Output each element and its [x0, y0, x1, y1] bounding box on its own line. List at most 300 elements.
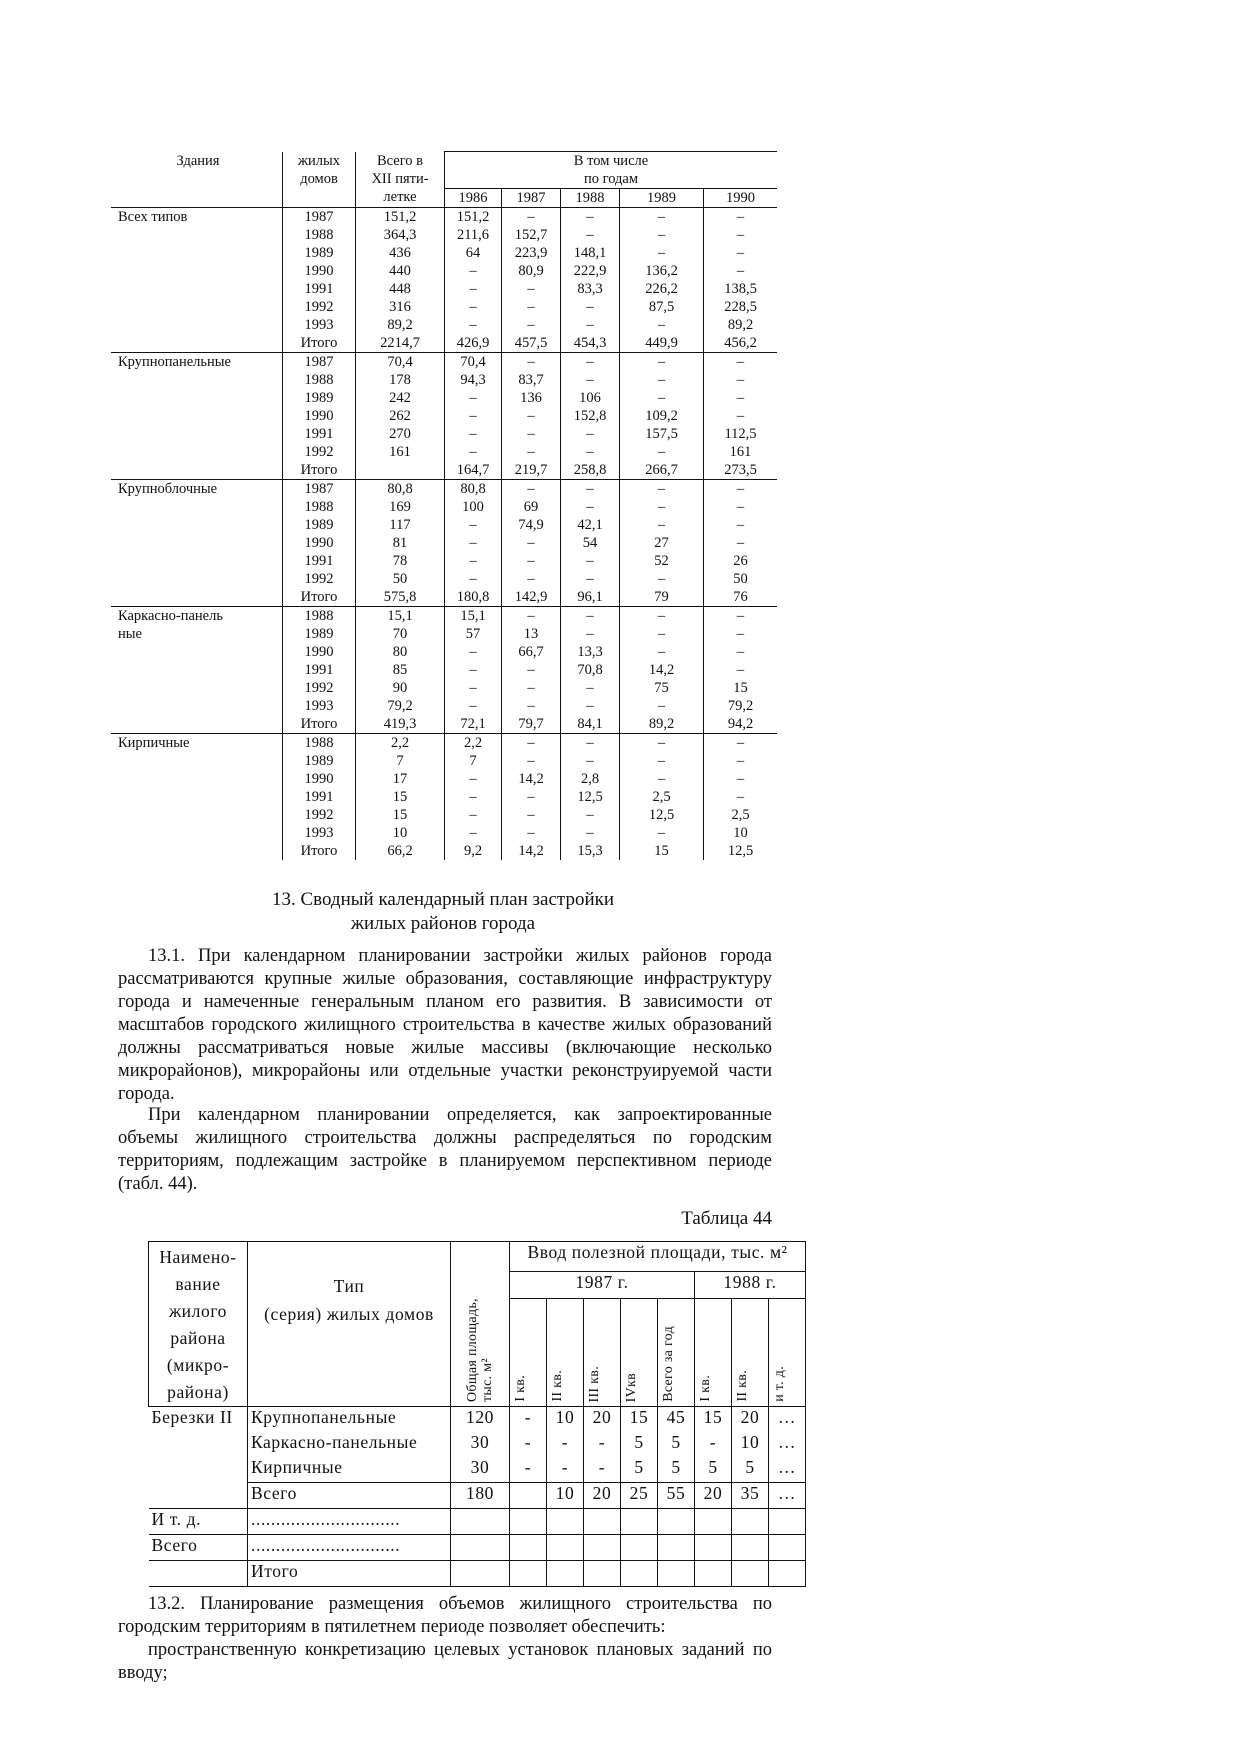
- value-cell: 457,5: [502, 334, 561, 353]
- value-cell: –: [704, 208, 778, 227]
- header-year-1988: 1988: [561, 189, 620, 208]
- year-cell: 1990: [283, 407, 356, 425]
- value-cell: 15: [621, 1407, 658, 1433]
- value-cell: 15: [620, 842, 704, 860]
- value-cell: –: [704, 770, 778, 788]
- total-cell: 270: [356, 425, 445, 443]
- section-heading-line1: 13. Сводный календарный план застройки: [271, 889, 615, 910]
- value-cell: 180,8: [445, 588, 502, 607]
- district-cell: [149, 1561, 248, 1587]
- value-cell: –: [620, 570, 704, 588]
- quarter-header: [732, 1298, 769, 1406]
- value-cell: –: [445, 298, 502, 316]
- building-type-cell: [111, 842, 283, 860]
- value-cell: [547, 1535, 584, 1561]
- value-cell: [695, 1509, 732, 1535]
- total-cell: 419,3: [356, 715, 445, 734]
- value-cell: –: [502, 208, 561, 227]
- header-1987: 1987 г.: [510, 1271, 695, 1298]
- value-cell: –: [561, 316, 620, 334]
- value-cell: –: [561, 353, 620, 372]
- value-cell: –: [561, 697, 620, 715]
- district-cell: [149, 1457, 248, 1483]
- value-cell: 79,7: [502, 715, 561, 734]
- year-cell: Итого: [283, 715, 356, 734]
- building-type-cell: [111, 298, 283, 316]
- value-cell: –: [561, 607, 620, 626]
- value-cell: –: [502, 697, 561, 715]
- value-cell: –: [502, 316, 561, 334]
- total-cell: 50: [356, 570, 445, 588]
- value-cell: –: [502, 298, 561, 316]
- value-cell: [451, 1535, 510, 1561]
- value-cell: –: [561, 625, 620, 643]
- value-cell: –: [561, 752, 620, 770]
- value-cell: –: [561, 570, 620, 588]
- value-cell: –: [620, 824, 704, 842]
- value-cell: –: [704, 480, 778, 499]
- value-cell: 27: [620, 534, 704, 552]
- table-row: [111, 353, 777, 372]
- value-cell: 2,5: [704, 806, 778, 824]
- building-type-cell: [111, 389, 283, 407]
- type-cell: Каркасно-панельные: [248, 1432, 451, 1457]
- value-cell: –: [561, 552, 620, 570]
- value-cell: –: [445, 552, 502, 570]
- table-row: [111, 262, 777, 280]
- value-cell: 69: [502, 498, 561, 516]
- value-cell: –: [704, 498, 778, 516]
- value-cell: -: [584, 1432, 621, 1457]
- value-cell: –: [620, 516, 704, 534]
- value-cell: –: [445, 806, 502, 824]
- value-cell: –: [445, 661, 502, 679]
- value-cell: 55: [658, 1483, 695, 1509]
- type-cell: ..............................: [248, 1535, 451, 1561]
- table-row: [149, 1509, 806, 1535]
- quarter-header: [547, 1298, 584, 1406]
- quarter-header-label: I кв.: [698, 1375, 713, 1402]
- value-cell: [695, 1561, 732, 1587]
- year-cell: 1988: [283, 734, 356, 753]
- total-cell: 15: [356, 806, 445, 824]
- value-cell: 94,2: [704, 715, 778, 734]
- value-cell: –: [445, 770, 502, 788]
- table-row: [111, 480, 777, 499]
- value-cell: 2,5: [620, 788, 704, 806]
- building-type-cell: [111, 770, 283, 788]
- total-cell: 79,2: [356, 697, 445, 715]
- value-cell: 5: [732, 1457, 769, 1483]
- value-cell: 66,7: [502, 643, 561, 661]
- year-cell: 1990: [283, 770, 356, 788]
- header-year-1986: 1986: [445, 189, 502, 208]
- value-cell: 94,3: [445, 371, 502, 389]
- building-type-cell: [111, 516, 283, 534]
- value-cell: 10: [547, 1483, 584, 1509]
- table-row: [111, 607, 777, 626]
- header-1988: 1988 г.: [695, 1271, 806, 1298]
- building-type-cell: [111, 752, 283, 770]
- value-cell: 2,2: [445, 734, 502, 753]
- value-cell: [547, 1561, 584, 1587]
- value-cell: 109,2: [620, 407, 704, 425]
- total-cell: 90: [356, 679, 445, 697]
- total-cell: 80: [356, 643, 445, 661]
- table-row: [111, 334, 777, 353]
- table-row: [149, 1535, 806, 1561]
- value-cell: [547, 1509, 584, 1535]
- table-row: [111, 425, 777, 443]
- table-row: [111, 208, 777, 227]
- building-type-cell: [111, 588, 283, 607]
- year-cell: 1989: [283, 516, 356, 534]
- value-cell: –: [704, 607, 778, 626]
- year-cell: 1991: [283, 280, 356, 298]
- value-cell: 15,3: [561, 842, 620, 860]
- value-cell: 30: [451, 1432, 510, 1457]
- value-cell: 74,9: [502, 516, 561, 534]
- total-cell: 178: [356, 371, 445, 389]
- header-year-1987: 1987: [502, 189, 561, 208]
- table-row: [111, 407, 777, 425]
- year-cell: 1989: [283, 244, 356, 262]
- paragraph-13-1-cont: При календарном планировании определяется, как запроектированные объемы жилищного строительства должны распределяться по городским территориям, подлежащим застройке в планируемом перспективном периоде (табл. 44).: [118, 1105, 772, 1194]
- total-cell: 117: [356, 516, 445, 534]
- value-cell: -: [547, 1457, 584, 1483]
- quarter-header: [658, 1298, 695, 1406]
- building-type-cell: [111, 824, 283, 842]
- table-row: [111, 570, 777, 588]
- value-cell: 20: [584, 1483, 621, 1509]
- paragraph-13-1: 13.1. При календарном планировании застройки жилых районов города рассматриваются крупные жилые образования, составляющие инфраструктуру города и намеченные генеральным планом его развития. В зависимости от масштабов городского жилищного строительства в качестве жилых образований должны рассматриваться новые жилые массивы (включающие несколько микрорайонов), микрорайоны или отдельные участки реконструируемой части города.: [118, 946, 772, 1104]
- header-year-1990: 1990: [704, 189, 778, 208]
- value-cell: 5: [658, 1457, 695, 1483]
- value-cell: 52: [620, 552, 704, 570]
- value-cell: –: [502, 824, 561, 842]
- year-cell: 1992: [283, 443, 356, 461]
- quarter-header-label: и т. д.: [772, 1366, 787, 1402]
- value-cell: 266,7: [620, 461, 704, 480]
- building-type-cell: [111, 334, 283, 353]
- value-cell: –: [620, 208, 704, 227]
- value-cell: –: [704, 625, 778, 643]
- value-cell: –: [445, 534, 502, 552]
- value-cell: 14,2: [502, 842, 561, 860]
- building-type-cell: [111, 715, 283, 734]
- total-cell: 89,2: [356, 316, 445, 334]
- building-type-cell: Крупноблочные: [111, 480, 283, 499]
- value-cell: –: [445, 570, 502, 588]
- value-cell: [584, 1561, 621, 1587]
- value-cell: 5: [621, 1432, 658, 1457]
- value-cell: –: [620, 607, 704, 626]
- table-row: [149, 1457, 806, 1483]
- value-cell: –: [502, 788, 561, 806]
- value-cell: [510, 1483, 547, 1509]
- building-type-cell: [111, 280, 283, 298]
- building-type-cell: [111, 643, 283, 661]
- value-cell: –: [502, 806, 561, 824]
- value-cell: –: [502, 534, 561, 552]
- total-cell: 436: [356, 244, 445, 262]
- value-cell: 20: [584, 1407, 621, 1433]
- value-cell: –: [704, 516, 778, 534]
- value-cell: –: [445, 262, 502, 280]
- year-cell: 1989: [283, 625, 356, 643]
- value-cell: –: [620, 734, 704, 753]
- table-row: [111, 806, 777, 824]
- value-cell: 7: [445, 752, 502, 770]
- value-cell: –: [704, 788, 778, 806]
- total-cell: 242: [356, 389, 445, 407]
- value-cell: –: [502, 425, 561, 443]
- table-row: [111, 280, 777, 298]
- value-cell: 89,2: [704, 316, 778, 334]
- housing-volume-table: [111, 151, 777, 860]
- value-cell: 136: [502, 389, 561, 407]
- total-cell: 448: [356, 280, 445, 298]
- value-cell: 10: [704, 824, 778, 842]
- value-cell: –: [445, 824, 502, 842]
- value-cell: [658, 1535, 695, 1561]
- type-cell: Всего: [248, 1483, 451, 1509]
- table-caption: Таблица 44: [681, 1208, 772, 1229]
- value-cell: -: [510, 1457, 547, 1483]
- building-type-cell: [111, 425, 283, 443]
- value-cell: 449,9: [620, 334, 704, 353]
- paragraph-13-2-item: пространственную конкретизацию целевых установок плановых заданий по вводу;: [118, 1640, 772, 1683]
- value-cell: -: [510, 1407, 547, 1433]
- value-cell: –: [704, 752, 778, 770]
- year-cell: 1987: [283, 480, 356, 499]
- total-cell: 15: [356, 788, 445, 806]
- value-cell: 30: [451, 1457, 510, 1483]
- value-cell: 96,1: [561, 588, 620, 607]
- table-row: [111, 316, 777, 334]
- value-cell: 70,4: [445, 353, 502, 372]
- table-row: [111, 788, 777, 806]
- value-cell: [510, 1561, 547, 1587]
- section-heading: [118, 888, 768, 936]
- building-type-cell: Каркасно-панель: [111, 607, 283, 626]
- district-cell: [149, 1483, 248, 1509]
- value-cell: [510, 1509, 547, 1535]
- year-cell: 1993: [283, 824, 356, 842]
- value-cell: [769, 1509, 806, 1535]
- value-cell: 64: [445, 244, 502, 262]
- total-cell: 151,2: [356, 208, 445, 227]
- table-row: [111, 443, 777, 461]
- value-cell: –: [502, 679, 561, 697]
- building-type-cell: [111, 262, 283, 280]
- year-cell: 1987: [283, 353, 356, 372]
- total-cell: 81: [356, 534, 445, 552]
- year-cell: 1992: [283, 679, 356, 697]
- value-cell: –: [620, 244, 704, 262]
- header-input: Ввод полезной площади, тыс. м²: [510, 1242, 806, 1272]
- year-cell: 1988: [283, 498, 356, 516]
- total-cell: 10: [356, 824, 445, 842]
- table-row: [111, 715, 777, 734]
- value-cell: [621, 1535, 658, 1561]
- header-by-years: В том числе по годам: [445, 152, 778, 189]
- value-cell: –: [445, 425, 502, 443]
- table2-body: [149, 1407, 806, 1587]
- table-row: [149, 1483, 806, 1509]
- value-cell: [510, 1535, 547, 1561]
- table-row: [111, 734, 777, 753]
- value-cell: 15,1: [445, 607, 502, 626]
- value-cell: 80,9: [502, 262, 561, 280]
- value-cell: …: [769, 1432, 806, 1457]
- value-cell: 9,2: [445, 842, 502, 860]
- value-cell: –: [704, 643, 778, 661]
- value-cell: –: [502, 607, 561, 626]
- total-cell: 85: [356, 661, 445, 679]
- value-cell: –: [620, 353, 704, 372]
- total-cell: 161: [356, 443, 445, 461]
- table-row: [111, 244, 777, 262]
- year-cell: 1989: [283, 389, 356, 407]
- total-cell: 70: [356, 625, 445, 643]
- value-cell: 5: [658, 1432, 695, 1457]
- building-type-cell: [111, 697, 283, 715]
- value-cell: 148,1: [561, 244, 620, 262]
- building-type-cell: [111, 498, 283, 516]
- value-cell: –: [561, 824, 620, 842]
- value-cell: 180: [451, 1483, 510, 1509]
- total-cell: 440: [356, 262, 445, 280]
- value-cell: –: [502, 280, 561, 298]
- value-cell: 79: [620, 588, 704, 607]
- value-cell: [769, 1535, 806, 1561]
- value-cell: –: [502, 353, 561, 372]
- total-cell: 17: [356, 770, 445, 788]
- quarter-header: [695, 1298, 732, 1406]
- value-cell: [658, 1561, 695, 1587]
- table-row: [111, 516, 777, 534]
- value-cell: –: [561, 734, 620, 753]
- value-cell: –: [561, 806, 620, 824]
- value-cell: –: [561, 208, 620, 227]
- table-row: [111, 588, 777, 607]
- total-cell: 262: [356, 407, 445, 425]
- table-row: [111, 461, 777, 480]
- value-cell: –: [502, 661, 561, 679]
- district-cell: Всего: [149, 1535, 248, 1561]
- building-type-cell: [111, 570, 283, 588]
- value-cell: [451, 1509, 510, 1535]
- table-row: [111, 824, 777, 842]
- table-row: [111, 697, 777, 715]
- quarter-header-label: I кв.: [513, 1375, 528, 1402]
- value-cell: –: [620, 226, 704, 244]
- year-cell: 1992: [283, 298, 356, 316]
- value-cell: –: [445, 679, 502, 697]
- value-cell: 14,2: [502, 770, 561, 788]
- value-cell: –: [620, 498, 704, 516]
- header-year-1989: 1989: [620, 189, 704, 208]
- type-cell: Итого: [248, 1561, 451, 1587]
- value-cell: 13: [502, 625, 561, 643]
- district-cell: И т. д.: [149, 1509, 248, 1535]
- total-cell: 575,8: [356, 588, 445, 607]
- building-type-cell: [111, 806, 283, 824]
- value-cell: 42,1: [561, 516, 620, 534]
- table-row: [111, 770, 777, 788]
- value-cell: –: [445, 407, 502, 425]
- value-cell: [732, 1535, 769, 1561]
- value-cell: –: [445, 389, 502, 407]
- total-cell: 66,2: [356, 842, 445, 860]
- value-cell: –: [620, 697, 704, 715]
- header-type: Тип (серия) жилых домов: [248, 1242, 451, 1407]
- year-cell: 1991: [283, 661, 356, 679]
- value-cell: 164,7: [445, 461, 502, 480]
- table1-body: [111, 208, 777, 861]
- value-cell: –: [445, 280, 502, 298]
- year-cell: 1992: [283, 570, 356, 588]
- value-cell: –: [704, 371, 778, 389]
- value-cell: 10: [547, 1407, 584, 1433]
- value-cell: –: [620, 371, 704, 389]
- building-type-cell: Крупнопанельные: [111, 353, 283, 372]
- value-cell: 138,5: [704, 280, 778, 298]
- value-cell: –: [561, 498, 620, 516]
- building-type-cell: [111, 226, 283, 244]
- value-cell: –: [502, 570, 561, 588]
- value-cell: –: [445, 443, 502, 461]
- value-cell: -: [695, 1432, 732, 1457]
- table-row: [111, 661, 777, 679]
- value-cell: –: [704, 353, 778, 372]
- year-cell: Итого: [283, 842, 356, 860]
- value-cell: 226,2: [620, 280, 704, 298]
- value-cell: [451, 1561, 510, 1587]
- year-cell: 1988: [283, 607, 356, 626]
- value-cell: 157,5: [620, 425, 704, 443]
- value-cell: 76: [704, 588, 778, 607]
- table-row: [111, 752, 777, 770]
- type-cell: Кирпичные: [248, 1457, 451, 1483]
- header-buildings: Здания: [176, 152, 220, 169]
- value-cell: 5: [695, 1457, 732, 1483]
- value-cell: –: [620, 316, 704, 334]
- value-cell: 152,7: [502, 226, 561, 244]
- value-cell: 12,5: [704, 842, 778, 860]
- value-cell: –: [561, 443, 620, 461]
- value-cell: 222,9: [561, 262, 620, 280]
- value-cell: –: [445, 697, 502, 715]
- year-cell: 1989: [283, 752, 356, 770]
- value-cell: 75: [620, 679, 704, 697]
- table-row: [111, 625, 777, 643]
- table-row: [111, 679, 777, 697]
- section-heading-line2: жилых районов города: [350, 913, 536, 934]
- year-cell: Итого: [283, 588, 356, 607]
- value-cell: –: [704, 407, 778, 425]
- header-year: жилых домов: [283, 152, 356, 208]
- value-cell: 5: [621, 1457, 658, 1483]
- value-cell: 10: [732, 1432, 769, 1457]
- value-cell: [584, 1535, 621, 1561]
- value-cell: 258,8: [561, 461, 620, 480]
- value-cell: 152,8: [561, 407, 620, 425]
- value-cell: -: [547, 1432, 584, 1457]
- year-cell: 1990: [283, 534, 356, 552]
- value-cell: –: [502, 480, 561, 499]
